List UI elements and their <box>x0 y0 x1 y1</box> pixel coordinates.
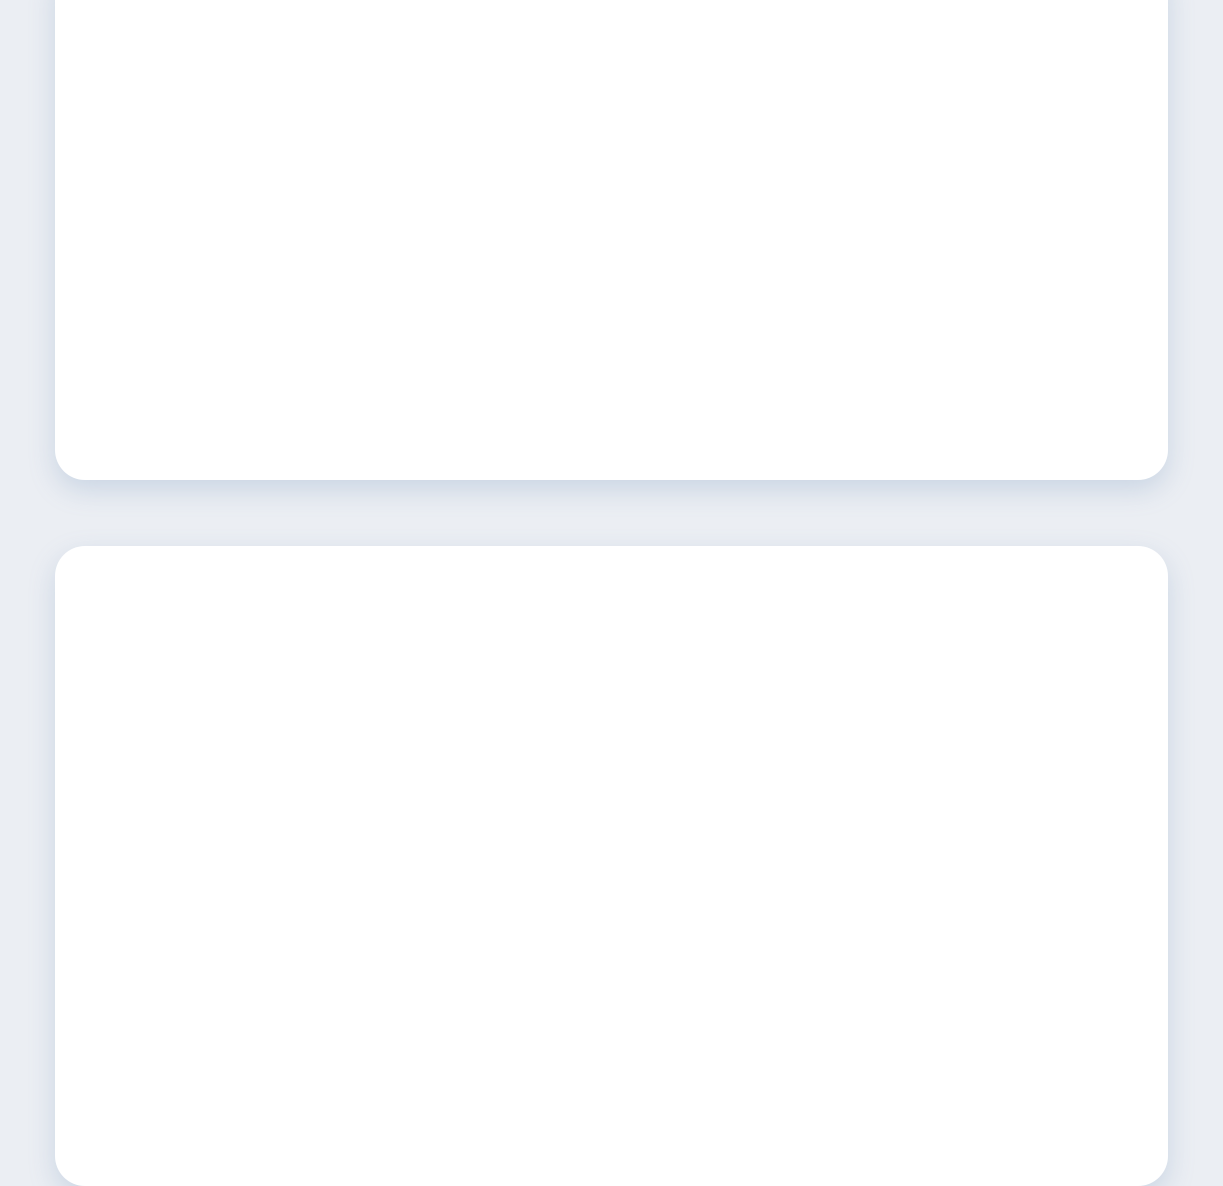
spec-card-indoor <box>55 546 1168 1186</box>
spec-card-outdoor <box>55 0 1168 480</box>
